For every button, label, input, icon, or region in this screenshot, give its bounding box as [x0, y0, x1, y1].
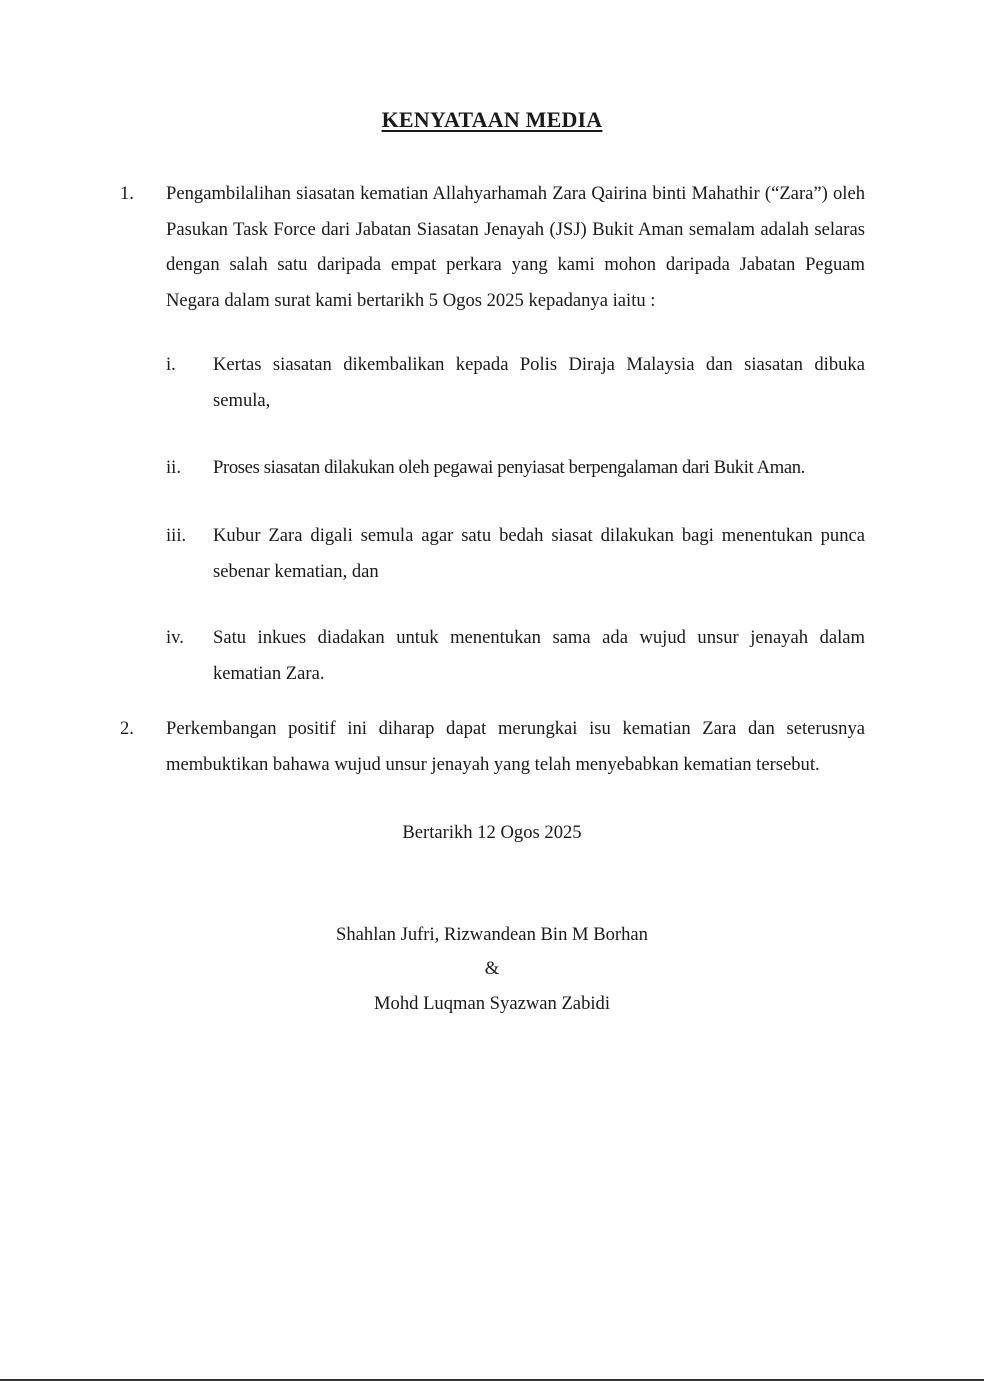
date-line: Bertarikh 12 Ogos 2025	[402, 822, 582, 843]
paragraph-1	[120, 176, 865, 318]
document-title: KENYATAAN MEDIA	[381, 107, 603, 132]
sub-item-number: ii.	[166, 457, 181, 478]
paragraph-number: 2.	[120, 718, 134, 739]
sub-item-number: i.	[166, 354, 176, 375]
paragraph-text: Perkembangan positif ini diharap dapat merungkai isu kematian Zara dan seterusnya membuktikan bahawa wujud unsur jenayah yang telah menyebabkan kematian tersebut.	[166, 718, 865, 775]
sub-item-number: iii.	[166, 525, 187, 546]
sub-item-text: Kubur Zara digali semula agar satu bedah siasat dilakukan bagi menentukan punca sebenar kematian, dan	[213, 525, 865, 582]
signatory-line-2: Mohd Luqman Syazwan Zabidi	[374, 993, 610, 1014]
signatory-line-1: Shahlan Jufri, Rizwandean Bin M Borhan	[336, 924, 648, 945]
sub-item-iii	[166, 518, 865, 589]
sub-item-ii	[166, 450, 865, 486]
paragraph-number: 1.	[120, 183, 134, 204]
paragraph-2	[120, 711, 865, 782]
sub-item-number: iv.	[166, 627, 184, 648]
sub-item-text: Proses siasatan dilakukan oleh pegawai penyiasat berpengalaman dari Bukit Aman.	[213, 457, 805, 478]
signatory-ampersand: &	[484, 958, 500, 979]
sub-item-text: Kertas siasatan dikembalikan kepada Polis Diraja Malaysia dan siasatan dibuka semula,	[213, 354, 865, 411]
paragraph-text: Pengambilalihan siasatan kematian Allahyarhamah Zara Qairina binti Mahathir (“Zara”) oleh Pasukan Task Force dari Jabatan Siasatan Jenayah (JSJ) Bukit Aman semalam adalah selaras dengan salah satu daripada empat perkara yang kami mohon daripada Jabatan Peguam Negara dalam surat kami bertarikh 5 Ogos 2025 kepadanya iaitu :	[166, 183, 865, 311]
sub-item-iv	[166, 620, 865, 691]
sub-item-text: Satu inkues diadakan untuk menentukan sama ada wujud unsur jenayah dalam kematian Zara.	[213, 627, 865, 684]
sub-item-i	[166, 347, 865, 418]
